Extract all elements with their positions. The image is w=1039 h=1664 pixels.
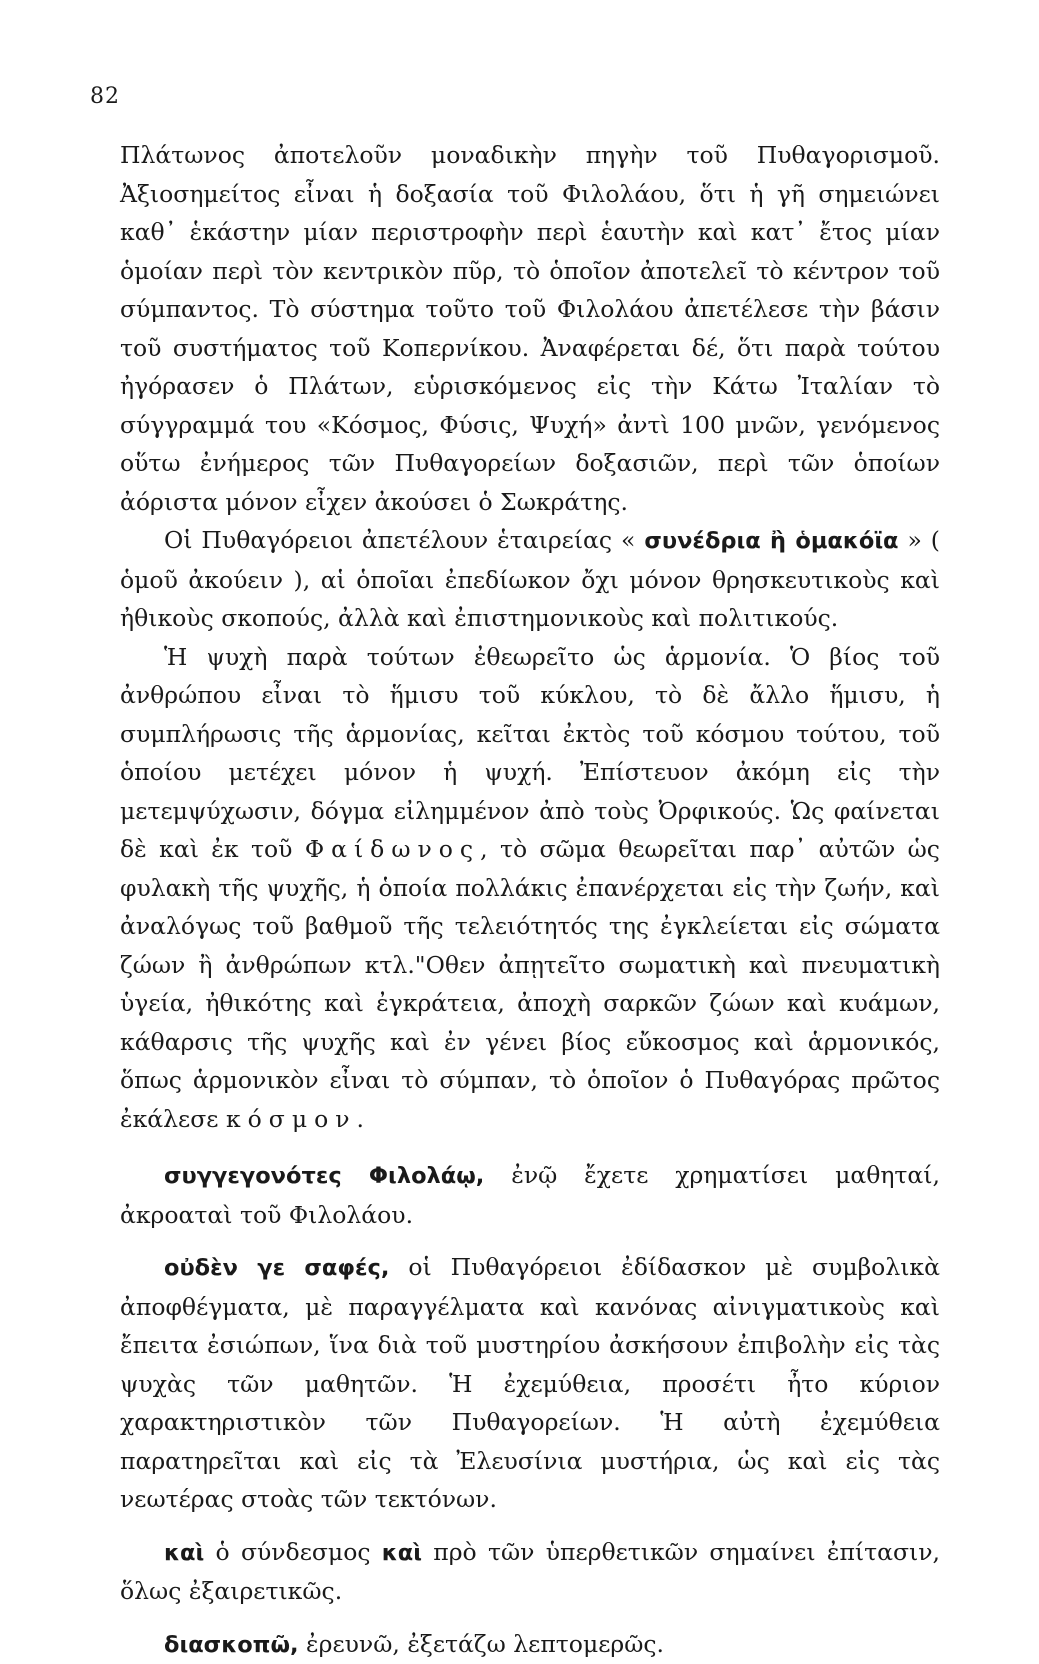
- page-body: [120, 136, 940, 1664]
- gloss-term: καὶ: [164, 1540, 204, 1566]
- gloss-term-repeat: καὶ: [382, 1540, 422, 1566]
- gloss-term: διασκοπῶ,: [164, 1632, 299, 1658]
- paragraph-plato-philolaus: Πλάτωνος ἀποτελοῦν μοναδικὴν πηγὴν τοῦ Πυθαγορισμοῦ. Ἀξιοσημείτος εἶναι ἡ δοξασία τοῦ Φιλολάου, ὅτι ἡ γῆ σημειώνει καθ᾽ ἑκάστην μίαν περιστροφὴν περὶ ἑαυτὴν καὶ κατ᾽ ἔτος μίαν ὁμοίαν περὶ τὸν κεντρικὸν πῦρ, τὸ ὁποῖον ἀποτελεῖ τὸ κέντρον τοῦ σύμπαντος. Τὸ σύστημα τοῦτο τοῦ Φιλολάου ἀπετέλεσε τὴν βάσιν τοῦ συστήματος τοῦ Κοπερνίκου. Ἀναφέρεται δέ, ὅτι παρὰ τούτου ἠγόρασεν ὁ Πλάτων, εὑρισκόμενος εἰς τὴν Κάτω Ἰταλίαν τὸ σύγγραμμά του «Κόσμος, Φύσις, Ψυχή» ἀντὶ 100 μνῶν, γενόμενος οὕτω ἐνήμερος τῶν Πυθαγορείων δοξασιῶν, περὶ τῶν ὁποίων ἀόριστα μόνον εἶχεν ἀκούσει ὁ Σωκράτης.: [120, 136, 940, 521]
- gloss-entry-diaskopo: [120, 1625, 940, 1664]
- spaced-word-phaidon: Φαίδωνος: [305, 835, 480, 863]
- gloss-middle: ὁ σύνδεσμος: [204, 1538, 382, 1566]
- spaced-word-kosmon: κόσμον: [226, 1105, 357, 1133]
- paragraph-3-end: .: [357, 1105, 364, 1133]
- paragraph-2-before: Οἱ Πυθαγόρειοι ἀπετέλουν ἑταιρείας «: [164, 526, 635, 554]
- page-number: 82: [90, 84, 120, 109]
- paragraph-soul-harmony: [120, 638, 940, 1139]
- gloss-definition: πρὸ τῶν ὑπερθετικῶν σημαίνει ἐπίτασιν, ὅλως ἐξαιρετικῶς.: [120, 1538, 940, 1606]
- bold-term-synedria: συνέδρια ἢ ὁμακόϊα: [644, 528, 898, 554]
- gloss-term: συγγεγονότες Φιλολάῳ,: [164, 1163, 484, 1189]
- gloss-definition: οἱ Πυθαγόρειοι ἐδίδασκον μὲ συμβολικὰ ἀποφθέγματα, μὲ παραγγέλματα καὶ κανόνας αἰνιγματικοὺς καὶ ἔπειτα ἐσιώπων, ἵνα διὰ τοῦ μυστηρίου ἀσκήσουν ἐπιβολὴν εἰς τὰς ψυχὰς τῶν μαθητῶν. Ἡ ἐχεμύθεια, προσέτι ἦτο κύριον χαρακτηριστικὸν τῶν Πυθαγορείων. Ἡ αὐτὴ ἐχεμύθεια παρατηρεῖται καὶ εἰς τὰ Ἐλευσίνια μυστήρια, ὡς καὶ εἰς τὰς νεωτέρας στοὰς τῶν τεκτόνων.: [120, 1253, 940, 1513]
- paragraph-3-part-1: Ἡ ψυχὴ παρὰ τούτων ἐθεωρεῖτο ὡς ἁρμονία. Ὁ βίος τοῦ ἀνθρώπου εἶναι τὸ ἥμισυ τοῦ κύκλου, τὸ δὲ ἄλλο ἥμισυ, ἡ συμπλήρωσις τῆς ἁρμονίας, κεῖται ἐκτὸς τοῦ κόσμου τούτου, τοῦ ὁποίου μετέχει μόνον ἡ ψυχή. Ἐπίστευον ἀκόμη εἰς τὴν μετεμψύχωσιν, δόγμα εἰλημμένον ἀπὸ τοὺς Ὀρφικούς. Ὡς φαίνεται δὲ καὶ ἐκ τοῦ: [120, 643, 940, 864]
- gloss-term: οὐδὲν γε σαφές,: [164, 1255, 389, 1281]
- gloss-entry-kai: [120, 1533, 940, 1611]
- gloss-entry-ouden-ge-safes: [120, 1248, 940, 1519]
- paragraph-2-after: » ( ὁμοῦ ἀκούειν ), αἱ ὁποῖαι ἐπεδίωκον ὄχι μόνον θρησκευτικοὺς καὶ ἠθικοὺς σκοπούς, ἀλλὰ καὶ ἐπιστημονικοὺς καὶ πολιτικούς.: [120, 526, 940, 632]
- paragraph-pythagorean-societies: [120, 521, 940, 638]
- gloss-definition: ἐρευνῶ, ἐξετάζω λεπτομερῶς.: [306, 1630, 664, 1658]
- gloss-definition: ἐνῷ ἔχετε χρηματίσει μαθηταί, ἀκροαταὶ τοῦ Φιλολάου.: [120, 1161, 940, 1229]
- gloss-entry-syggegonotes: [120, 1156, 940, 1234]
- paragraph-3-part-2: , τὸ σῶμα θεωρεῖται παρ᾽ αὐτῶν ὡς φυλακὴ τῆς ψυχῆς, ἡ ὁποία πολλάκις ἐπανέρχεται εἰς τὴν ζωήν, καὶ ἀναλόγως τοῦ βαθμοῦ τῆς τελειότητός της ἐγκλείεται εἰς σώματα ζώων ἢ ἀνθρώπων κτλ."Οθεν ἀπῃτεῖτο σωματικὴ καὶ πνευματικὴ ὑγεία, ἠθικότης καὶ ἐγκράτεια, ἀποχὴ σαρκῶν ζώων καὶ κυάμων, κάθαρσις τῆς ψυχῆς καὶ ἐν γένει βίος εὔκοσμος καὶ ἁρμονικός, ὅπως ἁρμονικὸν εἶναι τὸ σύμπαν, τὸ ὁποῖον ὁ Πυθαγόρας πρῶτος ἐκάλεσε: [120, 835, 940, 1133]
